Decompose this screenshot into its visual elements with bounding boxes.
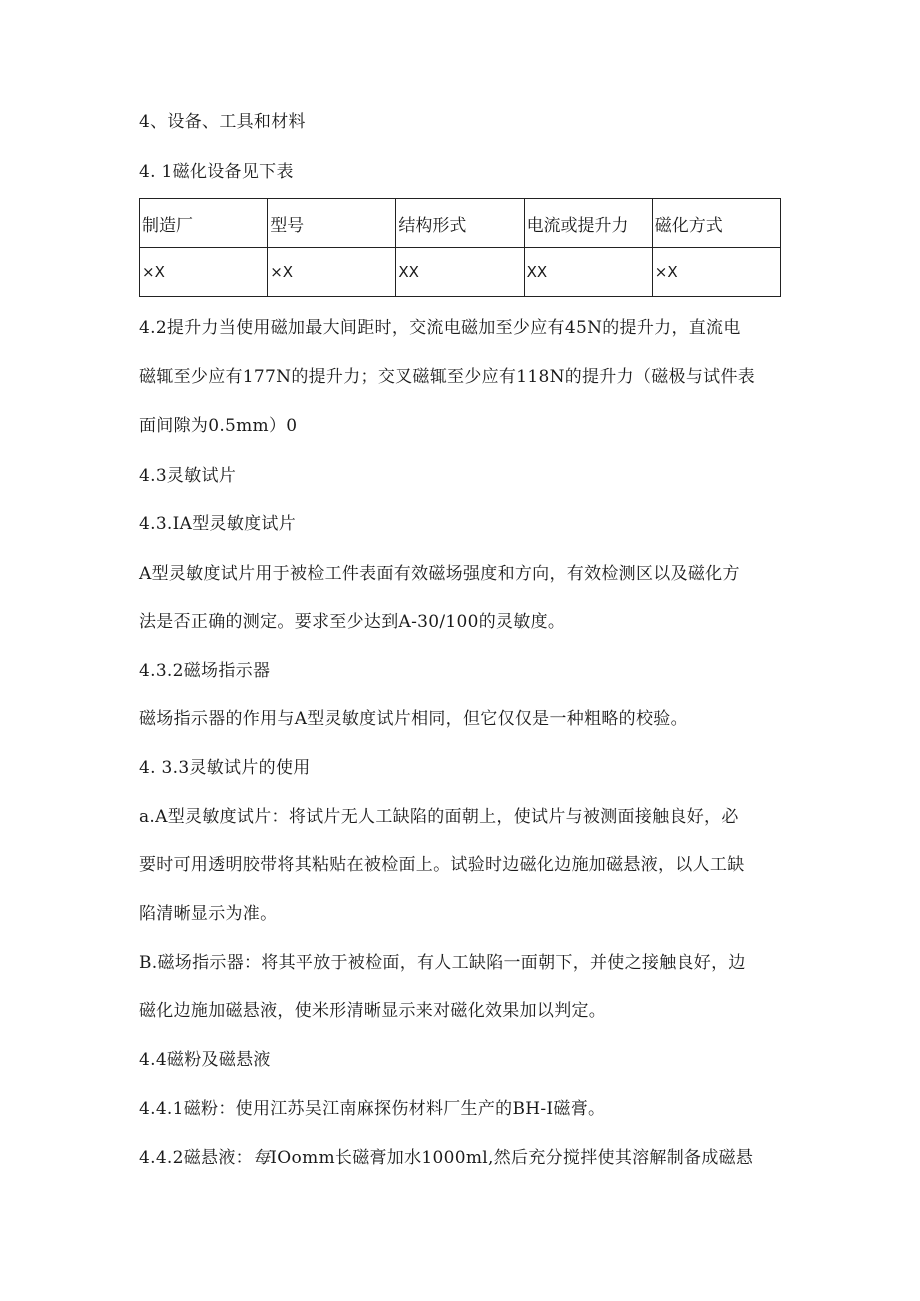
table-header-cell: 磁化方式 [652,199,780,248]
para-4-2-line: 面间隙为0.5mm）0 [139,416,298,436]
table-header-row [140,199,781,248]
table-header-cell: 型号 [268,199,396,248]
para-4-4-1: 4.4.1磁粉：使用江苏吴江南麻探伤材料厂生产的BH-I磁膏。 [139,1099,606,1119]
table-cell: XX [396,248,524,297]
para-4-3-1-line: 法是否正确的测定。要求至少达到A-30/100的灵敏度。 [139,612,566,632]
table-cell: XX [524,248,652,297]
table-header-cell: 制造厂 [140,199,268,248]
table-header-cell: 电流或提升力 [524,199,652,248]
para-4-3-1-line: A型灵敏度试片用于被检工件表面有效磁场强度和方向，有效检测区以及磁化方 [139,564,740,584]
section-4-4-heading: 4.4磁粉及磁悬液 [139,1050,271,1070]
table-cell: ×X [140,248,268,297]
para-b-line: 磁化边施加磁悬液，使米形清晰显示来对磁化效果加以判定。 [139,1001,607,1021]
para-4-4-2-italic: 每 [252,1148,271,1168]
table-header-cell: 结构形式 [396,199,524,248]
table-cell: ×X [652,248,780,297]
para-4-4-2-rest: IOomm长磁膏加水1000ml,然后充分搅拌使其溶解制备成磁悬 [270,1148,754,1168]
section-4-3-heading: 4.3灵敏试片 [139,466,237,486]
section-4-3-1-heading: 4.3.IA型灵敏度试片 [139,514,297,534]
para-4-3-2: 磁场指示器的作用与A型灵敏度试片相同，但它仅仅是一种粗略的校验。 [139,709,688,729]
equipment-table [139,198,781,297]
para-b-line: B.磁场指示器：将其平放于被检面，有人工缺陷一面朝下，并使之接触良好，边 [139,953,746,973]
para-4-2-line: 磁辄至少应有177N的提升力；交叉磁辄至少应有118N的提升力（磁极与试件表 [139,367,756,387]
table-row [140,248,781,297]
table-cell: ×X [268,248,396,297]
para-4-2-line: 4.2提升力当使用磁加最大间距时，交流电磁加至少应有45N的提升力，直流电 [139,318,741,338]
section-4-3-3-heading: 4. 3.3灵敏试片的使用 [139,758,311,778]
para-4-4-2-prefix: 4.4.2磁悬液： [139,1148,253,1168]
para-a-line: 陷清晰显示为准。 [139,904,278,924]
section-4-3-2-heading: 4.3.2磁场指示器 [139,661,271,681]
para-a-line: a.A型灵敏度试片：将试片无人工缺陷的面朝上，使试片与被测面接触良好，必 [139,807,739,827]
para-a-line: 要时可用透明胶带将其粘贴在被检面上。试验时边磁化边施加磁悬液，以人工缺 [139,855,745,875]
section-4-1-heading: 4. 1磁化设备见下表 [139,162,294,182]
section-4-heading: 4、设备、工具和材料 [139,112,306,132]
para-4-4-2 [139,1146,753,1170]
